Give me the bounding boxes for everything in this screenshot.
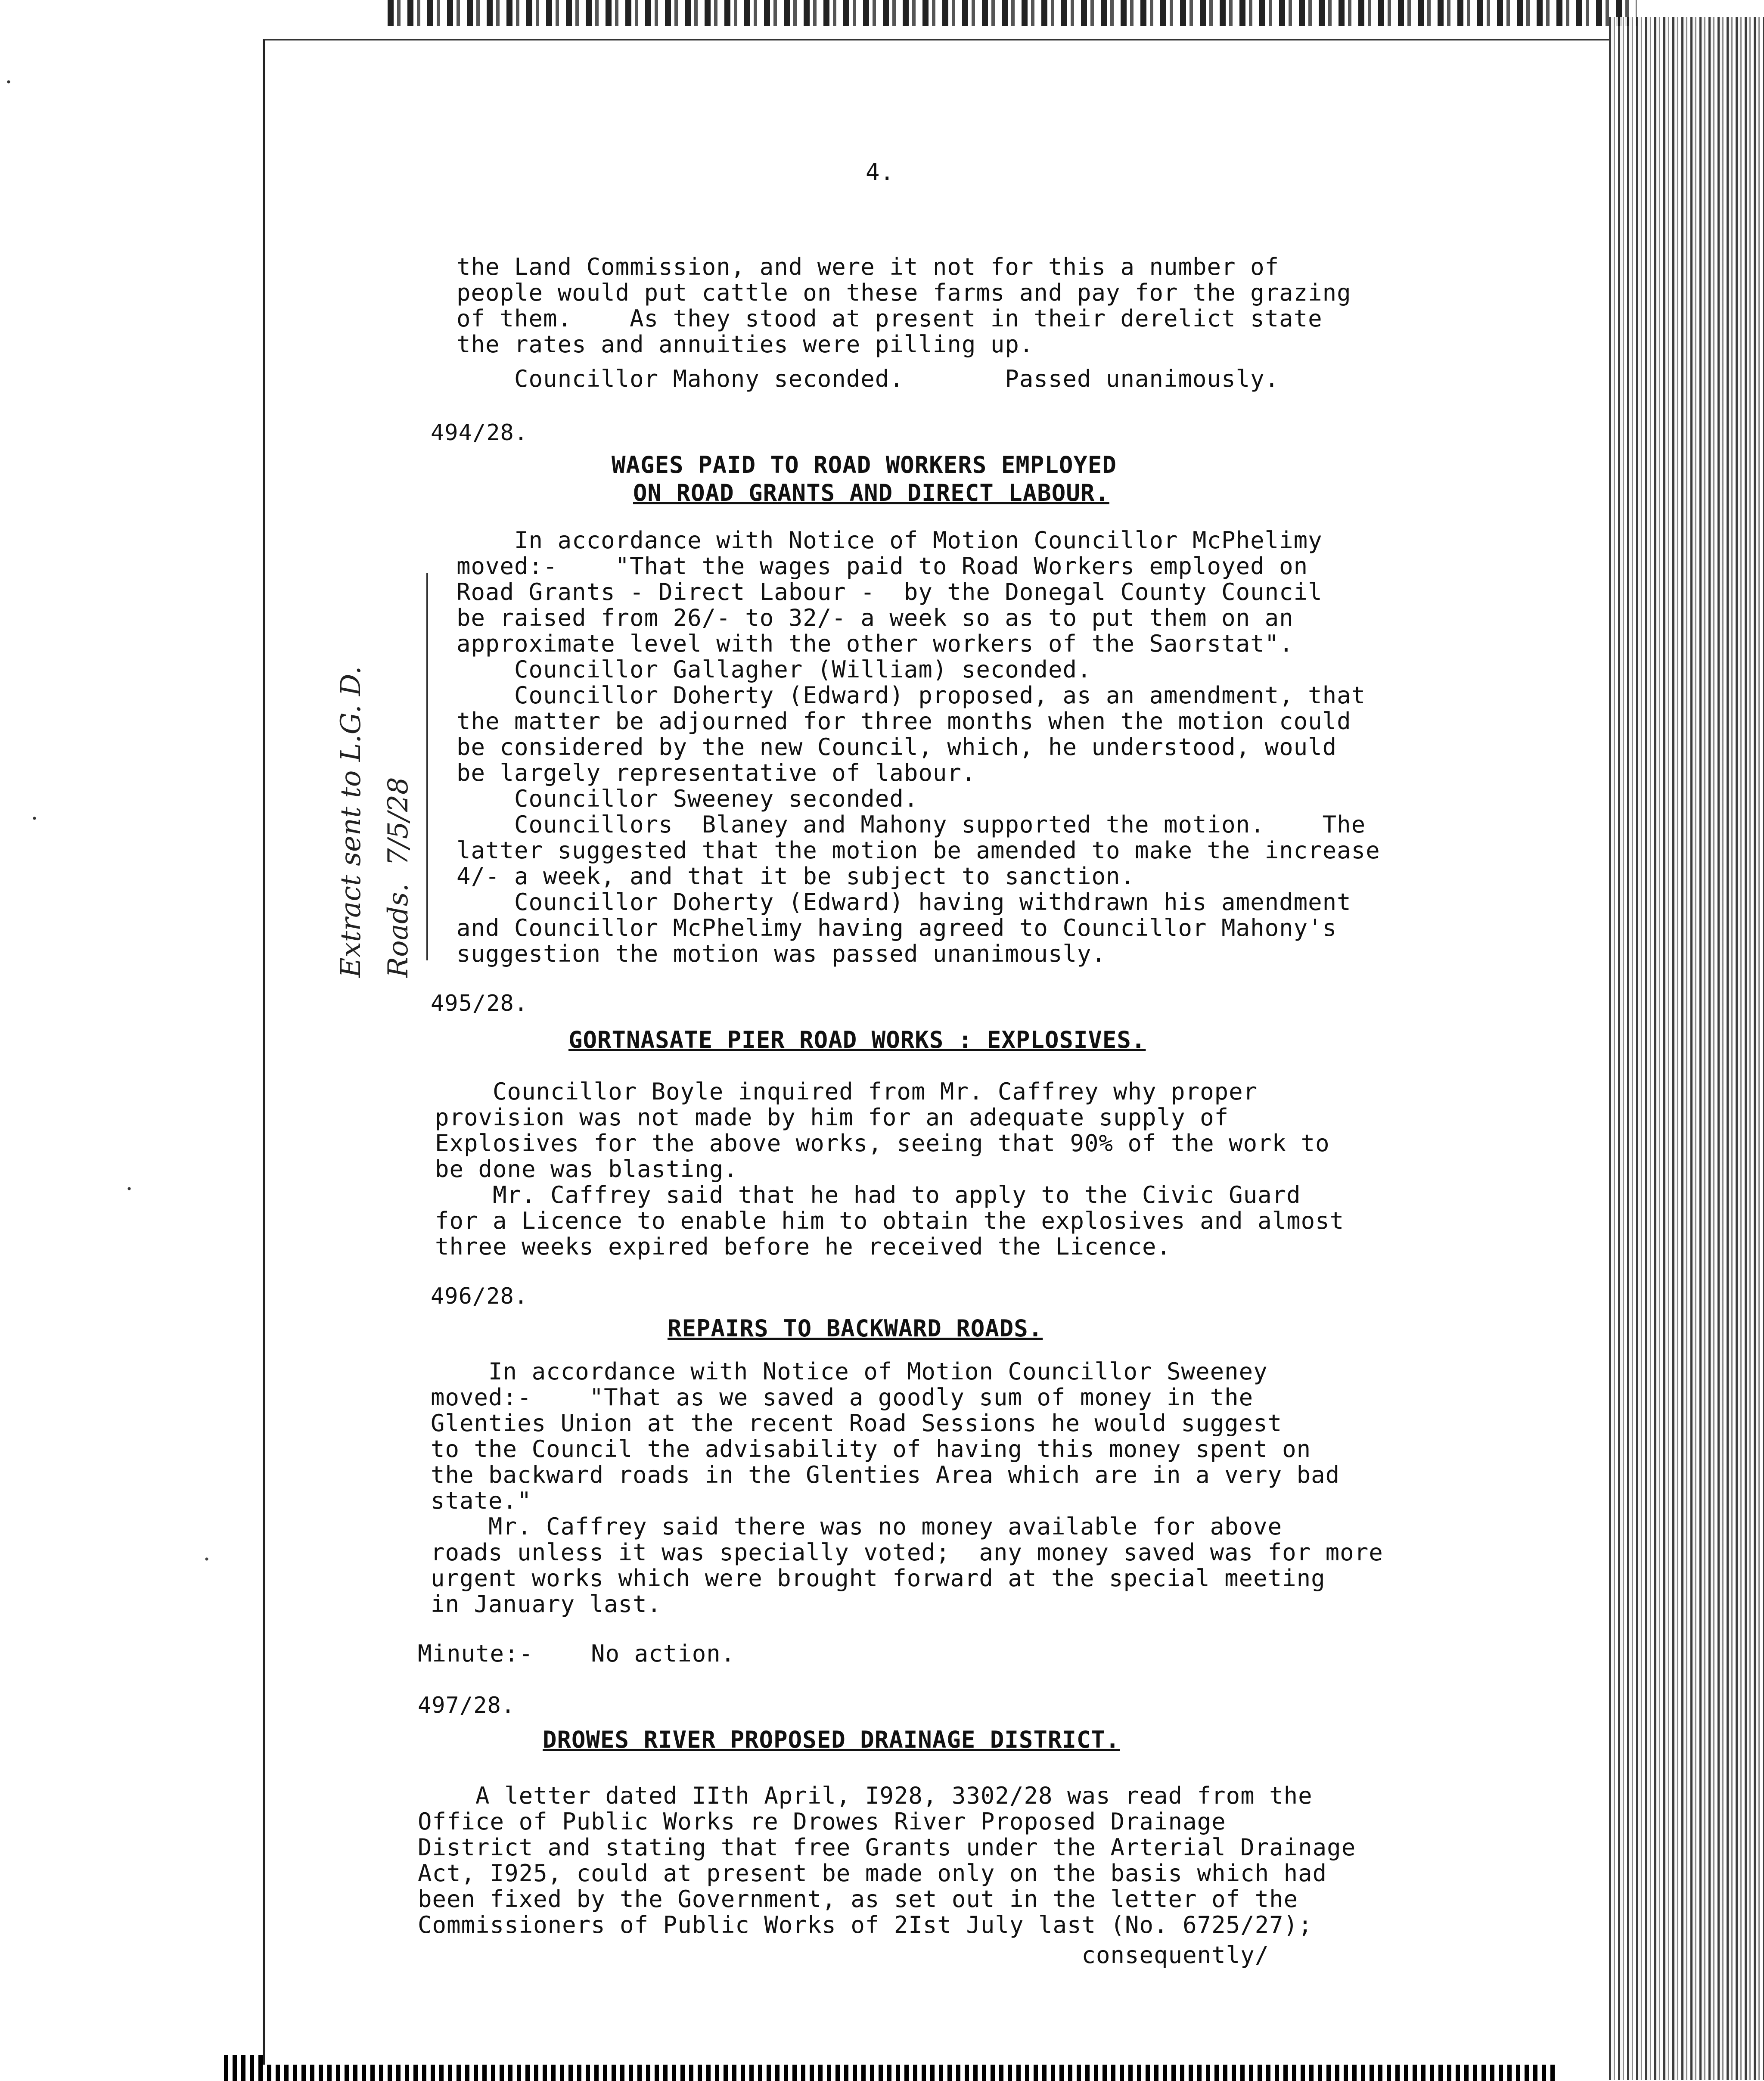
margin-note-line: Extract sent to L.G. D. (335, 666, 367, 978)
binding-edge-top (388, 0, 1637, 26)
minute-number: 496/28. (431, 1283, 528, 1309)
text-line: Councillor Gallagher (William) seconded. (457, 656, 1092, 683)
section-heading: REPAIRS TO BACKWARD ROADS. (668, 1315, 1043, 1342)
text-line: to the Council the advisability of having this money spent on (431, 1435, 1311, 1463)
text-line: in January last. (431, 1590, 662, 1618)
section-heading: DROWES RIVER PROPOSED DRAINAGE DISTRICT. (543, 1726, 1120, 1753)
text-line: the backward roads in the Glenties Area which are in a very bad (431, 1461, 1340, 1488)
text-line: Explosives for the above works, seeing that 90% of the work to (435, 1130, 1330, 1157)
text-line: been fixed by the Government, as set out in the letter of the (418, 1885, 1298, 1913)
text-line: be considered by the new Council, which, he understood, would (457, 733, 1337, 761)
section-heading: ON ROAD GRANTS AND DIRECT LABOUR. (633, 479, 1109, 506)
text-line: Mr. Caffrey said that he had to apply to the Civic Guard (435, 1181, 1301, 1208)
minute-number: 494/28. (431, 420, 528, 446)
text-line: Councillor Mahony seconded. Passed unanimously. (457, 365, 1280, 392)
text-line: Councillor Sweeney seconded. (457, 785, 919, 812)
text-line: moved:- "That the wages paid to Road Workers employed on (457, 553, 1308, 580)
text-line: 4/- a week, and that it be subject to sanction. (457, 863, 1135, 890)
text-line: Councillors Blaney and Mahony supported the motion. The (457, 811, 1366, 838)
text-line: Councillor Boyle inquired from Mr. Caffrey why proper (435, 1078, 1258, 1105)
text-line: be done was blasting. (435, 1155, 738, 1183)
text-line: urgent works which were brought forward at the special meeting (431, 1565, 1326, 1592)
minute-number: 497/28. (418, 1693, 516, 1718)
text-line: Glenties Union at the recent Road Sessions he would suggest (431, 1410, 1283, 1437)
text-line: roads unless it was specially voted; any money saved was for more (431, 1539, 1383, 1566)
text-line: Mr. Caffrey said there was no money available for above (431, 1513, 1283, 1540)
minute-number: 495/28. (431, 991, 528, 1016)
text-line: Councillor Doherty (Edward) proposed, as an amendment, that (457, 682, 1366, 709)
text-line: the Land Commission, and were it not for this a number of (457, 253, 1280, 280)
text-line: moved:- "That as we saved a goodly sum of money in the (431, 1384, 1254, 1411)
text-line: the rates and annuities were pilling up. (457, 331, 1034, 358)
text-line: In accordance with Notice of Motion Councillor McPhelimy (457, 527, 1323, 554)
text-line: Councillor Doherty (Edward) having withdrawn his amendment (457, 888, 1351, 916)
minute-note: Minute:- No action. (418, 1640, 736, 1667)
text-line: approximate level with the other workers of the Saorstat". (457, 630, 1294, 657)
text-line: Act, I925, could at present be made only on the basis which had (418, 1860, 1327, 1887)
section-heading: GORTNASATE PIER ROAD WORKS : EXPLOSIVES. (568, 1026, 1146, 1053)
text-line: suggestion the motion was passed unanimously. (457, 940, 1106, 967)
text-line: Road Grants - Direct Labour - by the Donegal County Council (457, 578, 1323, 606)
text-line: District and stating that free Grants under the Arterial Drainage (418, 1834, 1356, 1861)
margin-note-line: Roads. 7/5/28 (382, 777, 414, 978)
text-line: the matter be adjourned for three months when the motion could (457, 708, 1351, 735)
text-line: be raised from 26/- to 32/- a week so as to put them on an (457, 604, 1294, 631)
text-line: of them. As they stood at present in their derelict state (457, 305, 1323, 332)
text-line: Commissioners of Public Works of 2Ist July last (No. 6725/27); (418, 1911, 1313, 1938)
text-line: In accordance with Notice of Motion Councillor Sweeney (431, 1358, 1268, 1385)
text-line: Office of Public Works re Drowes River Proposed Drainage (418, 1808, 1226, 1835)
text-line: provision was not made by him for an adequate supply of (435, 1104, 1229, 1131)
text-line: be largely representative of labour. (457, 759, 976, 786)
text-line: people would put cattle on these farms and pay for the grazing (457, 279, 1351, 306)
text-line: latter suggested that the motion be amended to make the increase (457, 837, 1380, 864)
text-line: for a Licence to enable him to obtain the explosives and almost (435, 1207, 1345, 1234)
text-line: state." (431, 1487, 532, 1514)
margin-bracket-line (426, 573, 428, 960)
text-line: A letter dated IIth April, I928, 3302/28 was read from the (418, 1782, 1313, 1809)
section-heading: WAGES PAID TO ROAD WORKERS EMPLOYED (612, 451, 1117, 478)
handwritten-margin-note (327, 666, 422, 978)
scan-margin-specks (0, 0, 263, 2081)
page-number: 4. (866, 158, 895, 186)
text-line: and Councillor McPhelimy having agreed to Councillor Mahony's (457, 914, 1337, 941)
text-line: consequently/ (418, 1941, 1270, 1969)
page-stack-edge (1609, 17, 1764, 2080)
text-line: three weeks expired before he received the Licence. (435, 1233, 1171, 1260)
